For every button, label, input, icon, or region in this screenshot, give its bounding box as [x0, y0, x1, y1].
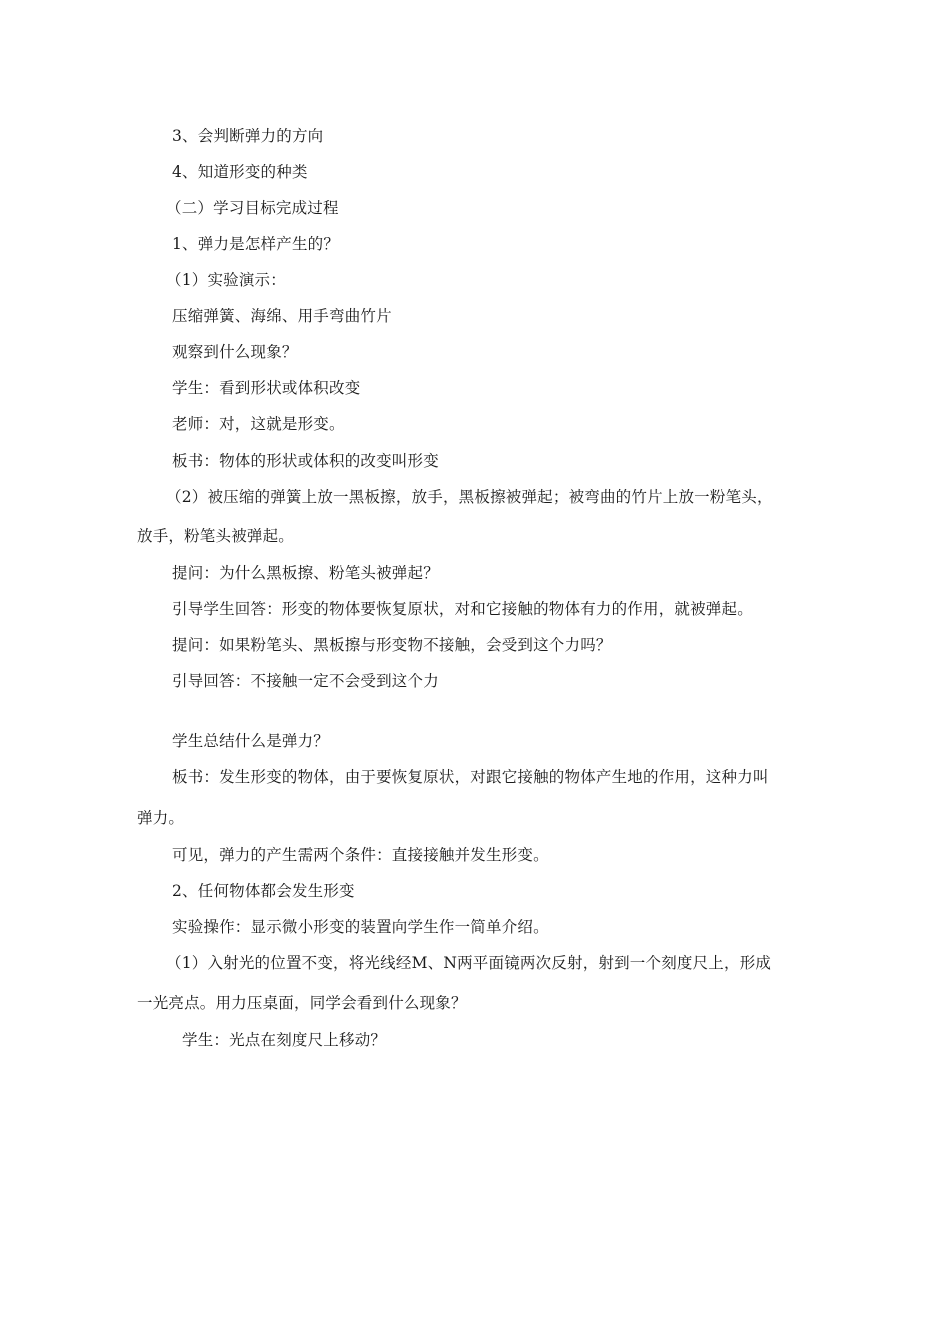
text-line: 引导学生回答：形变的物体要恢复原状，对和它接触的物体有力的作用，就被弹起。 [172, 600, 753, 618]
section-heading: （二）学习目标完成过程 [166, 199, 339, 217]
text-line: 板书：发生形变的物体，由于要恢复原状，对跟它接触的物体产生地的作用，这种力叫 [172, 768, 769, 786]
text-line: 提问：为什么黑板擦、粉笔头被弹起？ [172, 564, 439, 582]
text-line: （1）入射光的位置不变，将光线经M、N两平面镜两次反射，射到一个刻度尺上，形成 [166, 954, 772, 972]
text-line: 观察到什么现象？ [172, 343, 298, 361]
subsection-heading: 1、弹力是怎样产生的？ [172, 235, 340, 253]
text-line: 学生：光点在刻度尺上移动？ [182, 1031, 387, 1049]
text-line: 老师：对，这就是形变。 [172, 415, 345, 433]
text-line: 放手，粉笔头被弹起。 [137, 527, 295, 545]
text-line: （1）实验演示： [166, 271, 286, 289]
text-line: 可见，弹力的产生需两个条件：直接接触并发生形变。 [172, 846, 549, 864]
subsection-heading: 2、任何物体都会发生形变 [172, 882, 355, 900]
text-line: 压缩弹簧、海绵、用手弯曲竹片 [172, 307, 392, 325]
text-line: 4、知道形变的种类 [172, 163, 308, 181]
text-line: 3、会判断弹力的方向 [172, 127, 324, 145]
text-line: 实验操作：显示微小形变的装置向学生作一简单介绍。 [172, 918, 549, 936]
text-line: 学生总结什么是弹力？ [172, 732, 330, 750]
text-line: 板书：物体的形状或体积的改变叫形变 [172, 452, 439, 470]
text-line: 学生：看到形状或体积改变 [172, 379, 361, 397]
text-line: 弹力。 [137, 809, 185, 827]
text-line: 一光亮点。用力压桌面，同学会看到什么现象？ [137, 994, 467, 1012]
text-line: 提问：如果粉笔头、黑板擦与形变物不接触，会受到这个力吗？ [172, 636, 612, 654]
text-line: 引导回答：不接触一定不会受到这个力 [172, 672, 439, 690]
text-line: （2）被压缩的弹簧上放一黑板擦，放手，黑板擦被弹起；被弯曲的竹片上放一粉笔头， [166, 488, 773, 506]
